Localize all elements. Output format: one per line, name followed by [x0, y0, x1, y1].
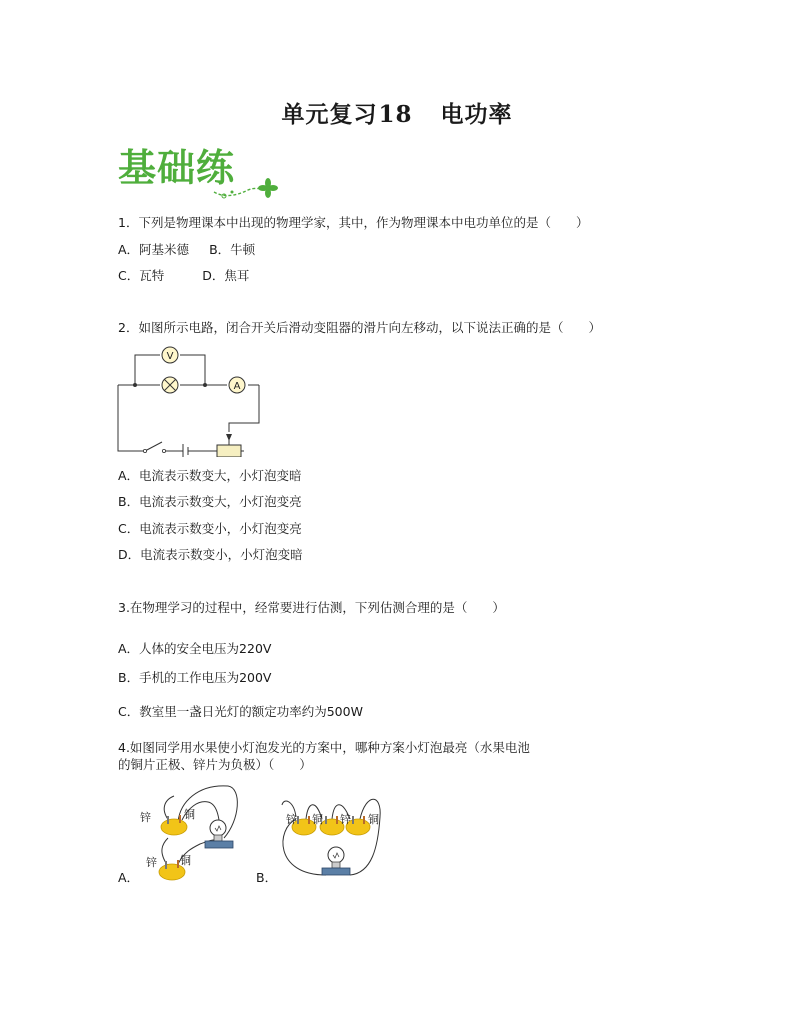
section-label: 基础练 — [118, 146, 236, 190]
light-bulb-icon — [205, 820, 233, 848]
option-3b: B．手机的工作电压为200V — [118, 670, 272, 685]
switch-contact-icon — [143, 449, 146, 452]
svg-text:铜: 铜 — [312, 813, 323, 826]
section-banner — [118, 148, 235, 188]
svg-text:A: A — [233, 381, 241, 392]
voltmeter-icon — [162, 347, 178, 363]
svg-text:锌: 锌 — [140, 811, 151, 824]
option-2a: A．电流表示数变大，小灯泡变暗 — [118, 468, 302, 483]
title-number: 18 — [378, 101, 413, 128]
question-4-stem-line-2: 的铜片正极、锌片为负极）（ ） — [118, 757, 312, 772]
svg-text:铜: 铜 — [180, 854, 191, 867]
fruit-battery-figure-b — [272, 787, 402, 882]
option-1a: A．阿基米德 — [118, 242, 190, 257]
title-main: 单元复习 — [281, 101, 378, 128]
title-topic: 电功率 — [440, 101, 513, 128]
clover-decoration-icon — [118, 178, 288, 208]
svg-text:锌: 锌 — [286, 813, 297, 826]
question-4-stem-line-1: 4.如图同学用水果使小灯泡发光的方案中，哪种方案小灯泡最亮（水果电池 — [118, 740, 530, 755]
ammeter-icon — [229, 377, 245, 393]
lamp-icon — [162, 377, 178, 393]
option-2c: C．电流表示数变小，小灯泡变亮 — [118, 521, 302, 536]
svg-text:锌: 锌 — [340, 813, 351, 826]
page-title — [0, 96, 794, 129]
lemon-icon — [161, 819, 187, 835]
question-1-options-row-1 — [118, 242, 255, 258]
fruit-battery-figure-a — [138, 780, 248, 882]
option-1b: B．牛顿 — [209, 242, 256, 257]
svg-text:铜: 铜 — [184, 808, 195, 821]
option-1d: D．焦耳 — [202, 268, 250, 283]
circuit-diagram — [110, 345, 270, 457]
svg-text:铜: 铜 — [368, 813, 379, 826]
option-4b: B． — [256, 870, 278, 885]
rheostat-icon — [217, 434, 241, 457]
option-2b: B．电流表示数变大，小灯泡变亮 — [118, 494, 302, 509]
option-3c: C．教室里一盏日光灯的额定功率约为500W — [118, 704, 363, 719]
svg-text:V: V — [166, 351, 174, 362]
question-1-stem: 1．下列是物理课本中出现的物理学家，其中，作为物理课本中电功单位的是（ ） — [118, 215, 589, 230]
question-1-options-row-2 — [118, 268, 249, 284]
svg-text:锌: 锌 — [146, 856, 157, 869]
question-2-stem: 2．如图所示电路，闭合开关后滑动变阻器的滑片向左移动，以下说法正确的是（ ） — [118, 320, 601, 335]
light-bulb-icon — [322, 847, 350, 875]
option-1c: C．瓦特 — [118, 268, 165, 283]
option-2d: D．电流表示数变小，小灯泡变暗 — [118, 547, 303, 562]
option-3a: A．人体的安全电压为220V — [118, 641, 272, 656]
question-3-stem: 3.在物理学习的过程中，经常要进行估测，下列估测合理的是（ ） — [118, 600, 505, 615]
option-4a: A． — [118, 870, 140, 885]
